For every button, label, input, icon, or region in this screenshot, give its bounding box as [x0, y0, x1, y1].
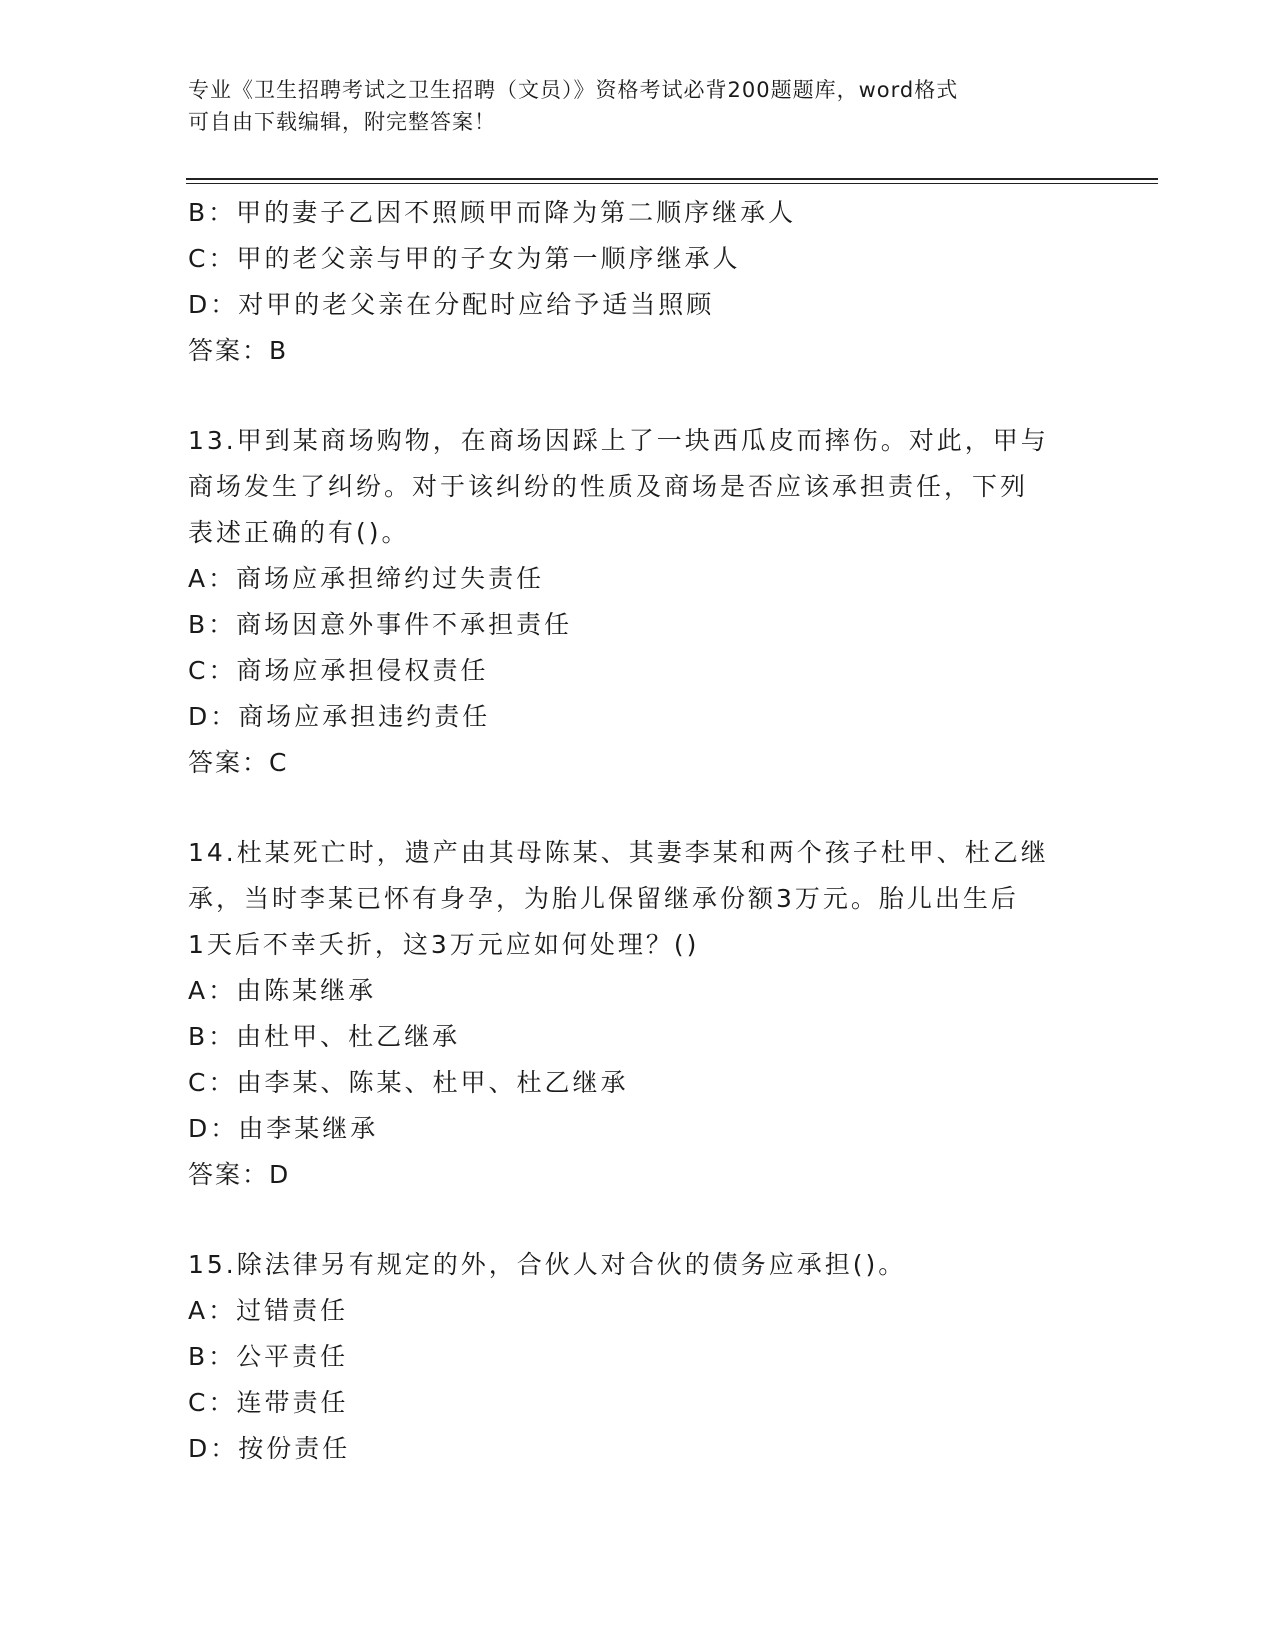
header-divider-thin: [186, 183, 1158, 184]
option-d: D：按份责任: [188, 1434, 351, 1463]
option-b: B：由杜甲、杜乙继承: [188, 1022, 461, 1051]
option-d: D：对甲的老父亲在分配时应给予适当照顾: [188, 290, 715, 319]
option-a: A：商场应承担缔约过失责任: [188, 564, 545, 593]
question-text-line: 商场发生了纠纷。对于该纠纷的性质及商场是否应该承担责任，下列: [188, 472, 1029, 501]
spacer: [188, 374, 1088, 418]
option-a: A：过错责任: [188, 1296, 349, 1325]
question-text-line: 承，当时李某已怀有身孕，为胎儿保留继承份额3万元。胎儿出生后: [188, 884, 1019, 913]
question-13: [188, 418, 1088, 786]
option-c: C：连带责任: [188, 1388, 349, 1417]
header-divider-thick: [186, 178, 1158, 180]
question-text-line: 13.甲到某商场购物，在商场因踩上了一块西瓜皮而摔伤。对此，甲与: [188, 426, 1049, 455]
option-b: B：甲的妻子乙因不照顾甲而降为第二顺序继承人: [188, 198, 797, 227]
question-text-line: 表述正确的有()。: [188, 518, 410, 547]
answer: 答案：C: [188, 748, 289, 777]
question-text-line: 1天后不幸夭折，这3万元应如何处理？(): [188, 930, 700, 959]
header-line-2: 可自由下载编辑，附完整答案！: [188, 110, 496, 134]
question-15: [188, 1242, 1088, 1472]
option-a: A：由陈某继承: [188, 976, 377, 1005]
header-line-1: 专业《卫生招聘考试之卫生招聘（文员）》资格考试必背200题题库，word格式: [188, 78, 959, 102]
answer: 答案：B: [188, 336, 289, 365]
option-b: B：公平责任: [188, 1342, 349, 1371]
option-c: C：甲的老父亲与甲的子女为第一顺序继承人: [188, 244, 741, 273]
question-text-line: 14.杜某死亡时，遗产由其母陈某、其妻李某和两个孩子杜甲、杜乙继: [188, 838, 1049, 867]
answer: 答案：D: [188, 1160, 291, 1189]
question-14: [188, 830, 1088, 1198]
question-12-continued: [188, 190, 1088, 374]
page-header: [188, 74, 1078, 138]
option-d: D：由李某继承: [188, 1114, 379, 1143]
option-c: C：由李某、陈某、杜甲、杜乙继承: [188, 1068, 629, 1097]
spacer: [188, 1198, 1088, 1242]
question-text-line: 15.除法律另有规定的外，合伙人对合伙的债务应承担()。: [188, 1250, 907, 1279]
option-d: D：商场应承担违约责任: [188, 702, 491, 731]
option-b: B：商场因意外事件不承担责任: [188, 610, 573, 639]
spacer: [188, 786, 1088, 830]
option-c: C：商场应承担侵权责任: [188, 656, 489, 685]
question-list: [188, 190, 1088, 1472]
